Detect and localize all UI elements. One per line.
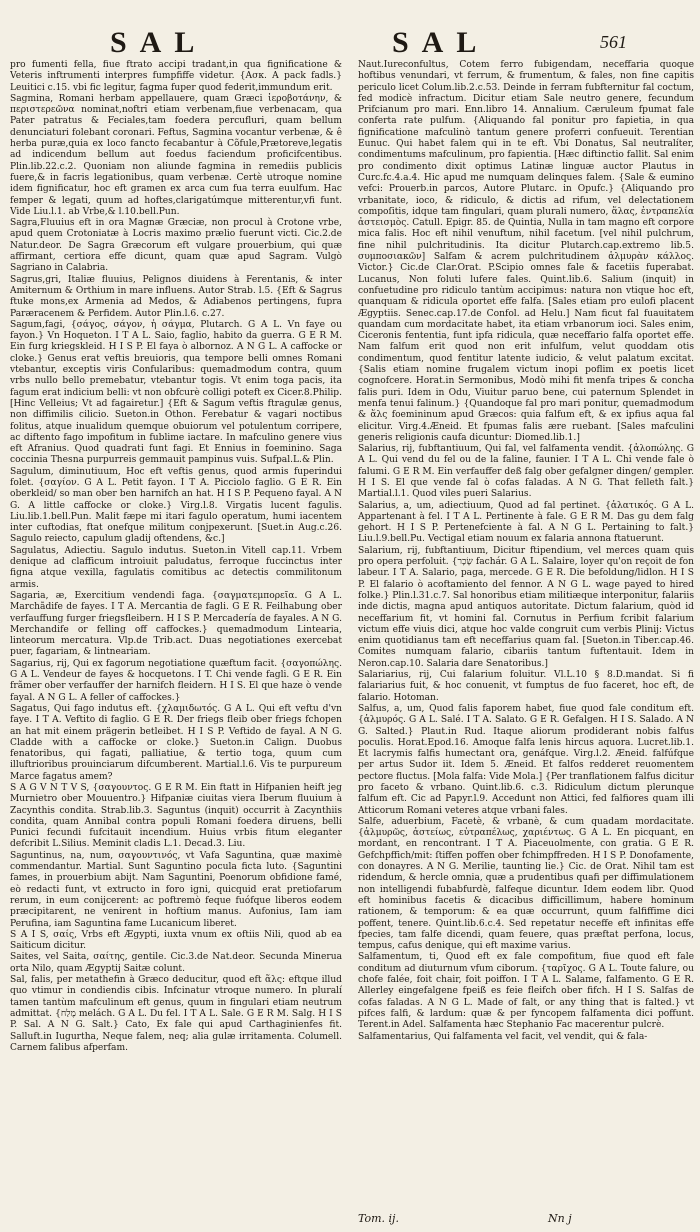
right-column — [358, 60, 694, 1210]
left-column — [10, 60, 342, 1210]
dictionary-entry: Sagra,Fluuius eft in ora Magnæ Græciæ, non procul à Crotone vrbe, apud quem Crotoniatæ à Locris maximo prælio fuerunt victi. Cic.2.de Natur.deor. De Sagra Græcorum eft vulgare prouerbium, qui quæ affirmant, certiora effe dicunt, quam quæ apud Sagram. Vulgò Sagriano in Calabria. — [10, 218, 342, 274]
dictionary-entry: Salfe, aduerbium, Facetè, & vrbanè, & cum quadam mordacitate. {ἁλμυρῶς, ἀστείως, εὐτραπέλως, χαριέντως. G A L. En picquant, en mordant, en rencontrant. I T A. Piaceuolmente, con gratia. G E R. Gefchpffich/mit: ſtiffen poffen ober fchimpffreden. H I S P. Donofamente, con donayres. A N G. Merilie, taunting lie.} Cic. de Orat. Nihil tam est ridendum, & hercle omnia, quæ a prudentibus quafi per diffimulationem non intelligendi fubabfurdè, falfeque dicuntur. Idem eodem libr. Quod eft hominibus facetis & dicacibus difficillimum, habere hominum rationem, & temporum: & ea quæ occurrunt, quum falfiffime dici poffent, tenere. Quint.lib.6.c.4. Sed repetatur neceffe eft infinitas effe fpecies, tam falfe dicendi, quam feuere, quas præftat perfona, locus, tempus, cafus denique, qui eft maxime varius. — [358, 816, 694, 952]
column-divider — [346, 62, 347, 1202]
signature-mark: Nn j — [548, 1212, 572, 1225]
dictionary-entry: Naut.Iureconfultus, Cotem ferro fubigendam, neceffaria quoque hoftibus venundari, vt ferrum, & frumentum, & fales, non fine capitis periculo licet Colum.lib.2.c.53. Deinde in ferram fubfternitur fal coctum, fed modicè infractum. Dicitur etiam Sale neutro genere, fecundum Prifcianum pro mari. Enn.libro 14. Annalium. Cæruleum fpumat fale conferta rate pulfum. {Aliquando fal ponitur pro fapietia, in qua fignificatione mafculinò tantum genere proferri confueuit. Terentian Eunuc. Qui habet falem qui in te eft. Vbi Donatus, Sal neutralíter, condimentums mafculinum, pro fapientia. [Hæc diftinctio fallit. Sal enim pro condimento dixit optimus Latinæ linguæ auctor Plautus in Curc.fc.4.a.4. Hic apud me numquam delinques falem. {Sale & eumino vefci: Prouerb.in parcos, Autore Plutarc. in Opufc.} {Aliquando pro vrbanitate, ioco, & ridiculo, & dictis ad rifum, vel delectationem compoſitis, idque tam fingulari, quam plurali numero, ἅλας, ἐντραπελία ἀστεισμὸς. Catull. Epigr. 85. de Quintia, Nulla in tam magno eft corpore mica falis. Hoc eft nihil venuftum, nihil facetum. [vel nihil pulchrum, fine nihil pulchritudinis. Ita dicitur Plutarch.cap.extremo lib.5. συμποσιακῶν] Salfam & acrem pulchritudinem ἁλμυρὰν κάλλος. Victor.} Cic.de Clar.Orat. P.Scipio omnes fale & facetiis fuperabat. Lucanus, Non foluti lufere fales. Quint.lib.6. Salium (inquit) in confuetudine pro ridiculo tantùm accipimus: natura non vtique hoc eft, quanquam & ridicula oportet effe falfa. [Sales etiam pro eulofi placent Ægyptiis. Senec.cap.17.de Confol. ad Helu.] Nam ficut fal fuauitatem quandam cum mordacitate habet, ita etiam vrbanorum ioci. Sales enim, Ciceronis fententia, funt ipfa ridicula, quæ neceffario falfa oportet effe. Nam falfum erit quod non erit infulfum, velut quoddam otis condimentum, quod fentitur latente iudicio, & velut palatum excitat. {Salis etiam nomine frugalem victum inopi poflim ex poetis licet cognofcere. Horat.in Sermonibus, Modò mihi fit menfa tripes & concha falis puri. Idem in Odu, Viuitur paruo bene, cui paternum Splendet in menfa tenui falinum.} {Quandoque fal pro mari ponitur, quemadmodum & ἅλς foemininum apud Græcos: quia falfum eft, & ex ipfius aqua fal elicitur. Virg.4.Æneid. Et fpumas falis ære ruebant. [Sales mafculini generis religionis caufa dicuntur: Diomed.lib.1.] — [358, 60, 694, 443]
dictionary-entry: Saites, vel Saita, σαίτης, gentile. Cic.3.de Nat.deor. Secunda Minerua orta Nilo, quam Ægyptij Saitæ colunt. — [10, 952, 342, 974]
dictionary-entry: Sagatus, Qui fago indutus eft. {χλαμιδωτός. G A L. Qui eft veftu d'vn faye. I T A. Veftito di faglio. G E R. Der friegs fleib ober friegs fchopen an hat mit einem prägerin betleibet. H I S P. Veftido de fayal. A N G. Cladde with a caffocke or cloke.} Sueton.in Calign. Duobus fenatoribus, qui fagati, palliatiue, & tertio toga, quum cum illuftrioribus prouinciarum difcumberent. Martial.l.6. Vis te purpureum Marce fagatus amem? — [10, 703, 342, 782]
dictionary-entry: Salarius, a, um, adiectiuum, Quod ad fal pertinet. {ἁλατικός. G A L. Appartenant à fel. I T A L. Pertinente à fale. G E R M. Das gu dem falg gehort. H I S P. Pertenefciente à fal. A N G L. Pertaining to falt.} Liu.l.9.bell.Pu. Vectigal etiam nouum ex falaria annona ftatuerunt. — [358, 500, 694, 545]
dictionary-entry: Saguntinus, na, num, σαγουντινός, vt Vafa Saguntina, quæ maximè commendantur. Martial. Sunt Saguntino pocula ficta luto. {Saguntini fames, in prouerbium abijt. Nam Saguntini, Poenorum obfidione famé, eò redacti funt, vt extructo in foro igni, quicquid erat pretiofarum rerum, in eum conijcerent: ac poftremò feque fuófque liberos eodem præcipitarent, ne venirent in hoftium manus. Aufonius, Iam iam Perufina, iam Saguntina fame Lucanicum liberet. — [10, 850, 342, 929]
dictionary-entry: Sagmina, Romani herbam appellauere, quam Græci ἱεροβοτάνην, & περιστερεῶνα nominat,noftri etiam verbenam,fiue verbenacam, qua Pater patratus & Feciales,tam foedera percufluri, quam bellum denunciaturi folebant coronari. Feftus, Sagmina vocantur verbenæ, & ê herba puræ,quia ex loco fancto fecabantur à Cõfule,Prætoreve,legatis ad indicendum bellum aut foedus faciendum proficifcentibus. Plin.lib.22.c.2. Quoniam non aliunde fagmina in remediis publicis fuere,& in facris legationibus, quam verbenæ. Certè utroque nomine idem fignificatur, hoc eft gramen ex arca cum fua terra euulfum. Hac femper & legati, quum ad hoftes,clarigatúmque mitterentur,vfi funt. Vide Liu.l.1. ab Vrbe,& l.10.bell.Pun. — [10, 93, 342, 217]
dictionary-entry: Salariarius, rij, Cui falarium foluitur. Vl.L.10 § 8.D.mandat. Si fi falariarius fuit, & hoc conuenit, vt fumptus de fuo faceret, hoc eft, de falario. Hotoman. — [358, 670, 694, 703]
header-word-left: SAL — [110, 26, 208, 59]
dictionary-entry: Sagulatus, Adiectiu. Sagulo indutus. Sueton.in Vitell cap.11. Vrbem denique ad clafficum introiuit paludatus, ferroque fuccinctus inter figna atque vexilla, fagulatis comitibus ac detectis commilitonum armis. — [10, 545, 342, 590]
volume-label: Tom. ij. — [358, 1212, 399, 1225]
page-number: 561 — [600, 32, 627, 52]
dictionary-entry: S A I S, σαίς, Vrbs eft Ægypti, iuxta vnum ex oftiis Nili, quod ab ea Saiticum dicitur. — [10, 929, 342, 952]
dictionary-entry: Sagulum, diminutiuum, Hoc eft veftis genus, quod armis fuperindui folet. {σαγίον. G A L. Petit fayon. I T A. Picciolo faglio. G E R. Ein oberkleid/ so man ober ben harnifch an hat. H I S P. Pequeno fayal. A N G. A little caffocke or cloke.} Virg.l.8. Virgatis lucent fagulis. Liu.lib.1.bell.Pun. Malit fæpe mi itari fagulo operatum, humi iacentem inter cuftodias, ftat onefque militum conjpexerunt. [Suet.in Aug.c.26. Sagulo reiecto, capulum gladij oftendens, &c.] — [10, 466, 342, 545]
dictionary-entry: Salfamentum, ti, Quod eft ex fale compofitum, fiue quod eft fale conditum ad diuturnum vfum ciborum. {ταρῖχος. G A L. Toute falure, ou chofe falée, foit chair, foit poiffon. I T A L. Salame, falfamento. G E R. Allerley eingefalgene fpeiß es feie fleifch ober fifch. H I S. Salfas de cofas faladas. A N G L. Made of falt, or any thing that is falted.} vt pifces falfi, & lardum: quæ & per fyncopem falfamenta dici poffunt. Terent.in Adel. Salfamenta hæc Stephanio Fac macerentur pulcrè. — [358, 952, 694, 1031]
header-word-right: SAL — [392, 26, 490, 59]
dictionary-entry: Salarium, rij, fubftantiuum, Dicitur ftipendium, vel merces quam quis pro opera perfoluit. {שָׂכָר fachár. G A L. Salaire, loyer qu'on reçoit de fon labeur. I T A. Salario, paga, mercede. G E R. Die befoldung/lidlon. H I S P. El falario ò acoftamiento del fennor. A N G L. wage payed to hired folke.} Plin.l.31.c.7. Sal honoribus etiam militiæque interponitur, falariis inde dictis, magna apud antiquos autoritate. Dictum falarium, quòd id neceffarium fit, vt homini fal. Cornutus in Perfium fcribit falarium victum effe viuis dici, atque hoc valde congruit cum verbis Plinij: Victus enim quotidianus tam eft neceffarius quam fal. [Sueton.in Tiber.cap.46. Comites numquam falario, cibariis tantum fuftentauit. Idem in Neron.cap.10. Salaria dare Senatoribus.] — [358, 545, 694, 669]
dictionary-entry: Sal, falis, per metathefin à Græco deducitur, quod eft ἅλς: eftque illud quo vtimur in condiendis cibis. Infcinatur vtroque numero. In pluralí tamen tantùm mafculinum eft genus, quum in fingulari etiam neutrum admittat. {מֶלַח melách. G A L. Du fel. I T A L. Sale. G E R M. Salg. H I S P. Sal. A N G. Salt.} Cato, Ex fale qui apud Carthaginienfes fit. Salluft.in Iugurtha, Neque falem, neq; alia gulæ irritamenta. Columell. Carnem falibus afperfam. — [10, 975, 342, 1053]
page-footer — [0, 1212, 700, 1228]
dictionary-entry: Sagum,fagi, {σάγος, σάγον, ἡ σάγμα, Plutarch. G A L. Vn faye ou fayon.} Vn Hoqueton. I T A L. Saio, faglio, habito da guerra. G E R M. Ein furg kriegskleid. H I S P. El faya ò albornoz. A N G L. A caffocke or cloke.} Genus erat veftis breuioris, qua tempore belli omnes Romani vtebantur, exceptis viris Confularibus: quemadmodum contra, quum vrbs nullo bello premebatur, vtebantur togis. Vt enim toga pacis, ita fagum erat indicium belli: vt non obfcurè colligi poteft ex Cicer.8.Philip. [Hinc Velleius; Vt ad fagairetur.] {Eft & Sagum veftis ftragulæ genus, non diffimilis cilicio. Sueton.in Othon. Ferebatur & vagari noctibus folitus, atque inualidum quemque obuiorum vel potulentum corripere, ac diftento fago impofitum in fublime iactare. In mafculino genere vius eft Afranius. Quod quadrati funt fagi. Et Ennius in foeminino. Saga coccinia Thesna purpurreis gemmauit pampinus vuis. Sufpal.L.& Plin. — [10, 319, 342, 466]
dictionary-entry: pro fumenti fella, fiue ftrato accipi tradant,in qua fignificatione & Veteris inftrumenti interpres fumpfiffe videtur. {Ασκ. A pack fadls.} Leuitici c.15. vbi fic legitur, fagma fuper quod federit,immundum erit. — [10, 60, 342, 93]
dictionary-entry: Sagrus,gri, Italiæ fluuius, Pelignos diuidens à Ferentanis, & inter Amiternum & Orthium in mare influens. Autor Strab. l.5. {Eft & Sagrus ftuke mons,ex Armenia ad Medos, & Adiabenos pertingens, fupra Paræracenem & Perfidem. Autor Plin.l.6. c.27. — [10, 274, 342, 319]
running-header — [0, 20, 700, 62]
dictionary-entry: S A G V N T V S, {σαγουντος. G E R M. Ein ftatt in Hifpanien heift jeg Murnietro ober Mouuentro.} Hifpaniæ ciuitas viera Iberum fluuium à Zacynthis condita. Strab.lib.3. Saguntus (inquit) occurrit à Zacynthiis condita, quam Annibal contra populi Romani foedera diruens, belli Punici fecundi fufcitauit incendium. Huius vrbis fitum eleganter defcribit L.Silius. Meminit cladis L.1. Decad.3. Liu. — [10, 783, 342, 850]
dictionary-entry: Salfamentarius, Qui falfamenta vel facit, vel vendit, qui & fala- — [358, 1031, 648, 1042]
dictionary-entry: Salfus, a, um, Quod falis faporem habet, fiue quod fale conditum eft. {ἁλμυρός. G A L. Salé. I T A. Salato. G E R. Gefalgen. H I S. Salado. A N G. Salted.} Plaut.in Rud. Itaque aliorum prodiderant nobis falfus poculis. Horat.Epod.16. Amoque falfa lenis hircus aquora. Lucret.lib.1. Et lacrymis falfis humectant ora, genáfque. Virg.l.2. Æneid. falfúfque per artus Sudor iit. Idem 5. Æneid. Et falfos redderet reuomentem pectore fluctus. [Mola falfa: Vide Mola.] {Per tranflationem falfus dicitur pro faceto & vrbano. Quint.lib.6. c.3. Ridiculum dictum plerunque falfum eft. Cic ad Papyr.l.9. Accedunt non Attici, fed falfiores quam illi Atticorum Romani veteres atque vrbani fales. — [358, 703, 694, 816]
dictionary-entry: Sagaria, æ, Exercitium vendendi faga. {σαγματεμπορεῖα. G A L. Marchãdife de fayes. I T A. Mercantia de fagli. G E R. Feilhabung ober verfauffung furger friegsfleibern. H I S P. Mercadería de fayales. A N G. Merchandife or felling off caffockes.} quemadmodum Lintearia, linteorum mercatura. Vlp.de Trib.act. Duas negotiationes exercebat puer, fagariam, & lintneariam. — [10, 590, 342, 658]
dictionary-entry: Sagarius, rij, Qui ex fagorum negotiatione quæftum facit. {σαγοπώλης. G A L. Vendeur de fayes & hocquetons. I T. Chi vende fagli. G E R. Ein frãmer ober verfauffer der harnifch fleidern. H I S. El que haze ò vende fayal. A N G L. A feller of caffockes.} — [10, 658, 342, 703]
dictionary-entry: Salarius, rij, fubftantiuum, Qui fal, vel falfamenta vendit. {ἁλοπώλης. G A L. Qui vend du fel ou de la faline, faunier. I T A L. Chi vende fale ò falumi. G E R M. Ein verfauffer deß falg ober gefalgner dingen/ gempler. H I S. El que vende fal ò cofas faladas. A N G. That felleth falt.} Martial.l.1. Quod viles pueri Salarius. — [358, 444, 694, 500]
